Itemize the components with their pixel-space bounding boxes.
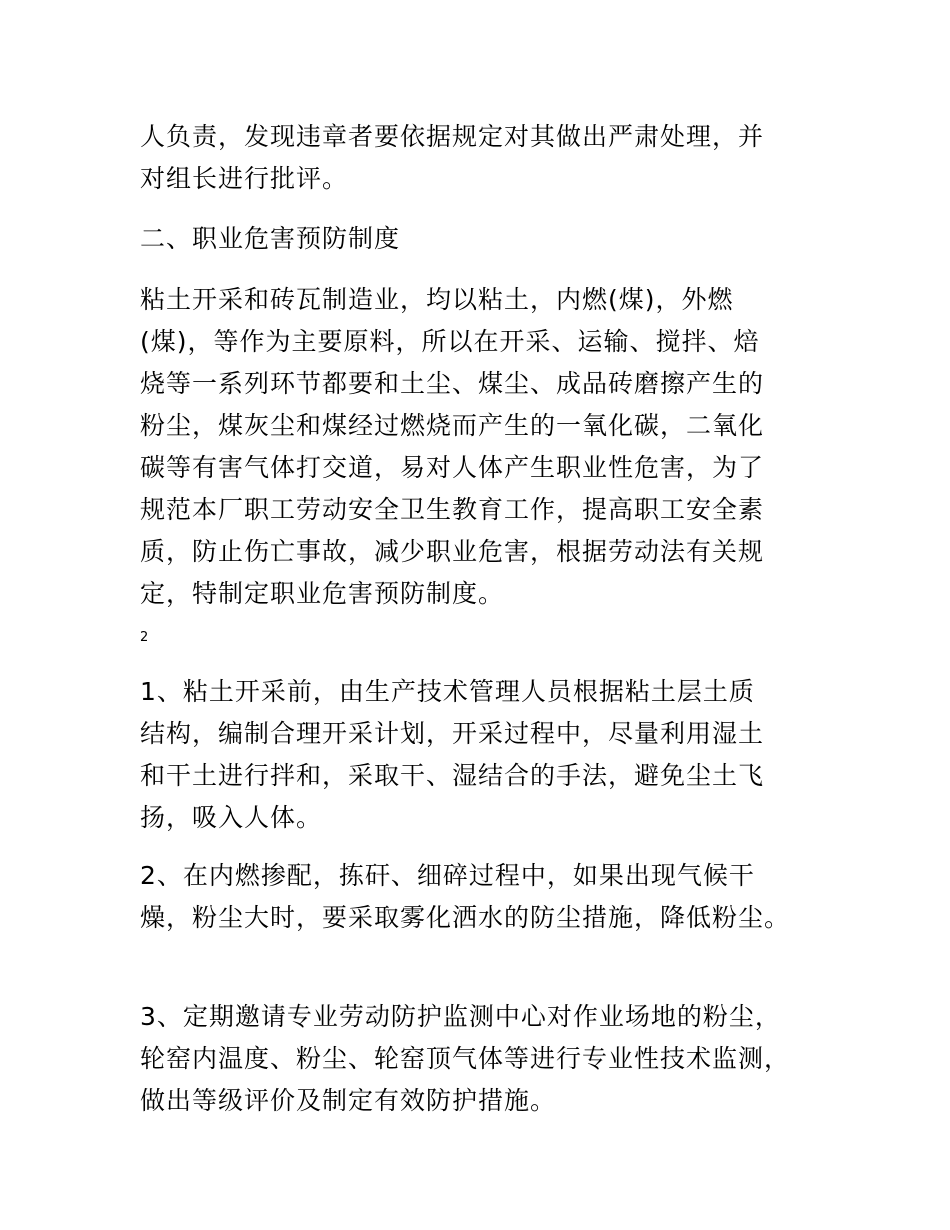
text-line: 做出等级评价及制定有效防护措施。 (140, 1086, 557, 1115)
text-line: 对组长进行批评。 (140, 164, 349, 193)
text-line: 规范本厂职工劳动安全卫生教育工作，提高职工安全素 (140, 495, 765, 524)
text-line: 质，防止伤亡事故，减少职业危害，根据劳动法有关规 (140, 537, 765, 566)
text-line: 和干土进行拌和，采取干、湿结合的手法，避免尘土飞 (140, 761, 765, 790)
text-line: 粘土开采和砖瓦制造业，均以粘土，内燃(煤)，外燃 (140, 285, 734, 314)
text-line: 燥，粉尘大时，要采取雾化洒水的防尘措施，降低粉尘。 (140, 903, 791, 932)
text-line: 2、在内燃掺配，拣矸、细碎过程中，如果出现气候干 (140, 861, 755, 890)
text-line: 定，特制定职业危害预防制度。 (140, 579, 505, 608)
text-line: 结构，编制合理开采计划，开采过程中，尽量利用湿土 (140, 719, 765, 748)
text-line: 扬，吸入人体。 (140, 803, 323, 832)
paragraph-item-3 (140, 996, 840, 1122)
paragraph-intro (140, 279, 840, 615)
text-line: 3、定期邀请专业劳动防护监测中心对作业场地的粉尘， (140, 1002, 781, 1031)
text-line: 轮窑内温度、粉尘、轮窑顶气体等进行专业性技术监测， (140, 1044, 791, 1073)
heading-line: 二、职业危害预防制度 (140, 224, 401, 253)
paragraph-continuation (140, 116, 840, 200)
page-number: 2 (140, 630, 149, 645)
text-line: 碳等有害气体打交道，易对人体产生职业性危害，为了 (140, 453, 765, 482)
text-line: 人负责，发现违章者要依据规定对其做出严肃处理，并 (140, 122, 765, 151)
paragraph-item-2 (140, 855, 840, 939)
paragraph-item-1 (140, 671, 840, 839)
text-line: 粉尘，煤灰尘和煤经过燃烧而产生的一氧化碳，二氧化 (140, 411, 765, 440)
text-line: 1、粘土开采前，由生产技术管理人员根据粘土层土质 (140, 677, 755, 706)
section-heading (140, 218, 840, 260)
text-line: 烧等一系列环节都要和土尘、煤尘、成品砖磨擦产生的 (140, 369, 765, 398)
text-line: (煤)，等作为主要原料，所以在开采、运输、搅拌、焙 (140, 327, 760, 356)
